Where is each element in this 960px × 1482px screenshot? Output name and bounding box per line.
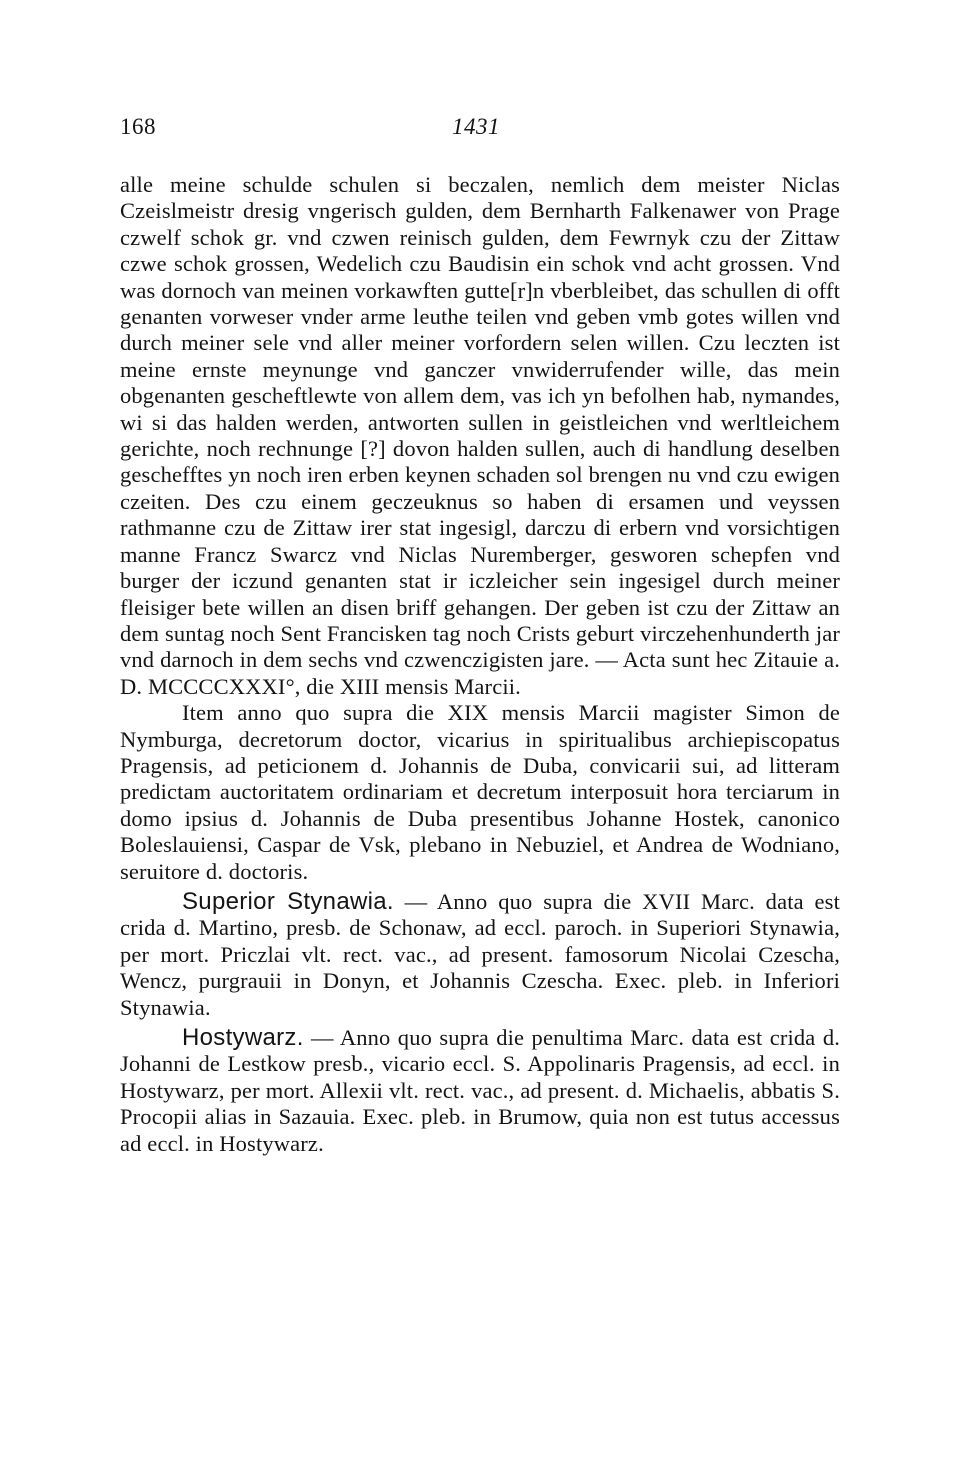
- page-header: [120, 110, 842, 150]
- entry-title: Hostywarz.: [182, 1024, 304, 1051]
- entry-text: — Anno quo supra die XVII Marc. data est crida d. Martino, presb. de Schonaw, ad eccl. paroch. in Superiori Stynawia, per mort. Priczlai vlt. rect. vac., ad present. famosorum Nicolai Czescha, Wencz, purgrauii in Donyn, et Johannis Czescha. Exec. pleb. in Inferiori Stynawia.: [120, 888, 840, 1020]
- entry-text: — Anno quo supra die penultima Marc. data est crida d. Johanni de Lestkow presb., vicario eccl. S. Appolinaris Pragensis, ad eccl. in Hostywarz, per mort. Allexii vlt. rect. vac., ad present. d. Michaelis, abbatis S. Procopii alias in Sazauia. Exec. pleb. in Brumow, quia non est tutus accessus ad eccl. in Hostywarz.: [120, 1025, 840, 1156]
- page-number: 168: [120, 114, 156, 139]
- entry-hostywarz: [120, 1025, 840, 1157]
- entry-title: Superior Stynawia.: [182, 887, 394, 915]
- entry-superior-stynawia: [120, 889, 840, 1021]
- paragraph-testament-continuation: alle meine schulde schulen si beczalen, nemlich dem meister Niclas Czeislmeistr dresig vngerisch gulden, dem Bernharth Falkenawer von Prage czwelf schok gr. vnd czwen reinisch gulden, dem Fewrnyk czu der Zittaw czwe schok grossen, Wedelich czu Baudisin ein schok vnd acht grossen. Vnd was dornoch van meinen vorkawften gutte[r]n vberbleibet, das schullen di offt genanten vorweser vnder arme leuthe teilen vnd geben vmb gotes willen vnd durch meiner sele vnd aller meiner vorfordern selen willen. Czu leczten ist meine ernste meynunge vnd ganczer vnwiderrufender wille, das mein obgenanten gescheftlewte von allem dem, vas ich yn befolhen hab, nymandes, wi si das halden werden, antworten sullen in geistleichen vnd werltleichem gerichte, noch rechnunge [?] dovon halden sullen, auch di handlung deselben geschefftes yn noch iren erben keynen schaden sol brengen nu vnd czu ewigen czeiten. Des czu einem geczeuknus so haben di ersamen und veyssen rathmanne czu de Zittaw irer stat ingesigl, darczu di erbern vnd vorsichtigen manne Francz Swarcz vnd Niclas Nuremberger, gesworen schepfen vnd burger der iczund genanten stat ir iczleicher sein ingesigel durch meiner fleisiger bete willen an disen briff gehangen. Der geben ist czu der Zittaw an dem suntag noch Sent Francisken tag noch Crists geburt virczehenhunderth jar vnd darnoch in dem sechs vnd czwenczigisten jare. — Acta sunt hec Zitauie a. D. MCCCCXXXI°, die XIII mensis Marcii.: [120, 172, 840, 699]
- running-head-year: 1431: [452, 114, 500, 139]
- body-text: [120, 172, 840, 1157]
- paragraph-confirmation: Item anno quo supra die XIX mensis Marcii magister Simon de Nymburga, decretorum doctor, vicarius in spiritualibus archiepiscopatus Pragensis, ad peticionem d. Johannis de Duba, convicarii sui, ad litteram predictam auctoritatem ordinariam et decretum interposuit hora terciarum in domo ipsius d. Johannis de Duba presentibus Johanne Hostek, canonico Boleslauiensi, Caspar de Vsk, plebano in Nebuziel, et Andrea de Wodniano, seruitore d. doctoris.: [120, 700, 840, 884]
